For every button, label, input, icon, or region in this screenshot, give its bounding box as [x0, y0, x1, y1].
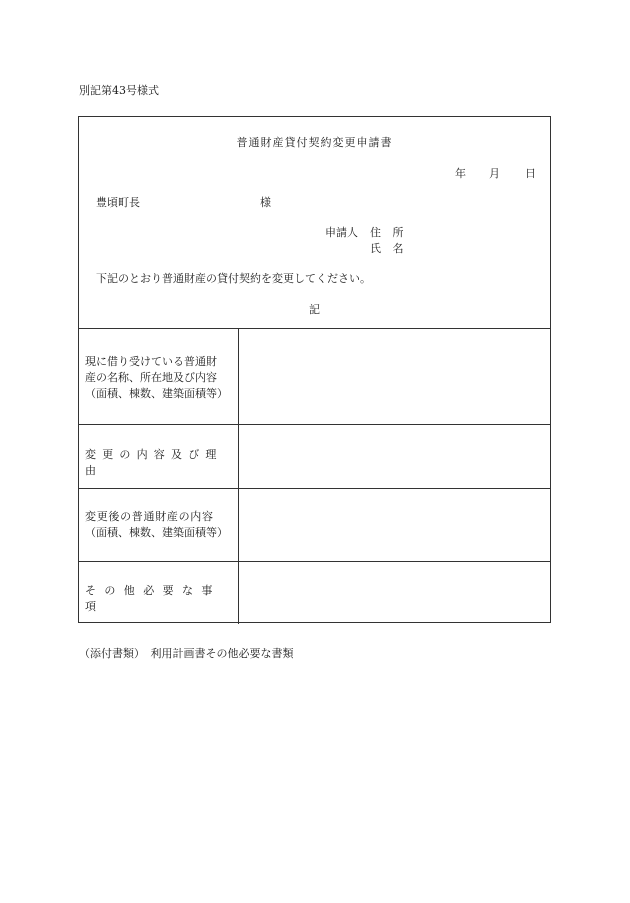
divider: [79, 488, 550, 489]
honorific: 様: [260, 196, 271, 209]
row-label-change-reason: [79, 447, 238, 479]
application-form-box: [78, 116, 551, 623]
date-day-label: 日: [525, 167, 536, 180]
row-label-current-property: [79, 354, 238, 402]
name-label: 氏 名: [370, 242, 408, 255]
row-label-line: 変更後の普通財産の内容: [85, 510, 214, 523]
row-label-line: 産の名称、所在地及び内容: [85, 371, 217, 384]
addressee: 豊頃町長: [96, 196, 140, 209]
column-divider: [238, 328, 239, 624]
divider: [79, 424, 550, 425]
row-label-line: 変更の内容及び理由: [85, 448, 223, 477]
divider: [79, 561, 550, 562]
document-title: 普通財産貸付契約変更申請書: [236, 136, 393, 149]
row-label-changed-property: [79, 509, 238, 541]
request-statement: 下記のとおり普通財産の貸付契約を変更してください。: [96, 272, 371, 285]
date-month-label: 月: [489, 167, 500, 180]
date-year-label: 年: [455, 167, 466, 180]
address-label: 住 所: [370, 226, 408, 239]
ki-label: 記: [309, 303, 320, 316]
divider: [79, 328, 550, 329]
attachments-note: （添付書類） 利用計画書その他必要な書類: [79, 647, 294, 660]
row-label-line: その他必要な事項: [85, 584, 221, 613]
row-label-line: （面積、棟数、建築面積等）: [85, 526, 228, 539]
applicant-label: 申請人: [325, 226, 358, 239]
form-number: 別記第43号様式: [79, 84, 159, 97]
row-label-line: （面積、棟数、建築面積等）: [85, 387, 228, 400]
row-label-line: 現に借り受けている普通財: [85, 355, 217, 368]
row-label-other-matters: [79, 583, 238, 615]
